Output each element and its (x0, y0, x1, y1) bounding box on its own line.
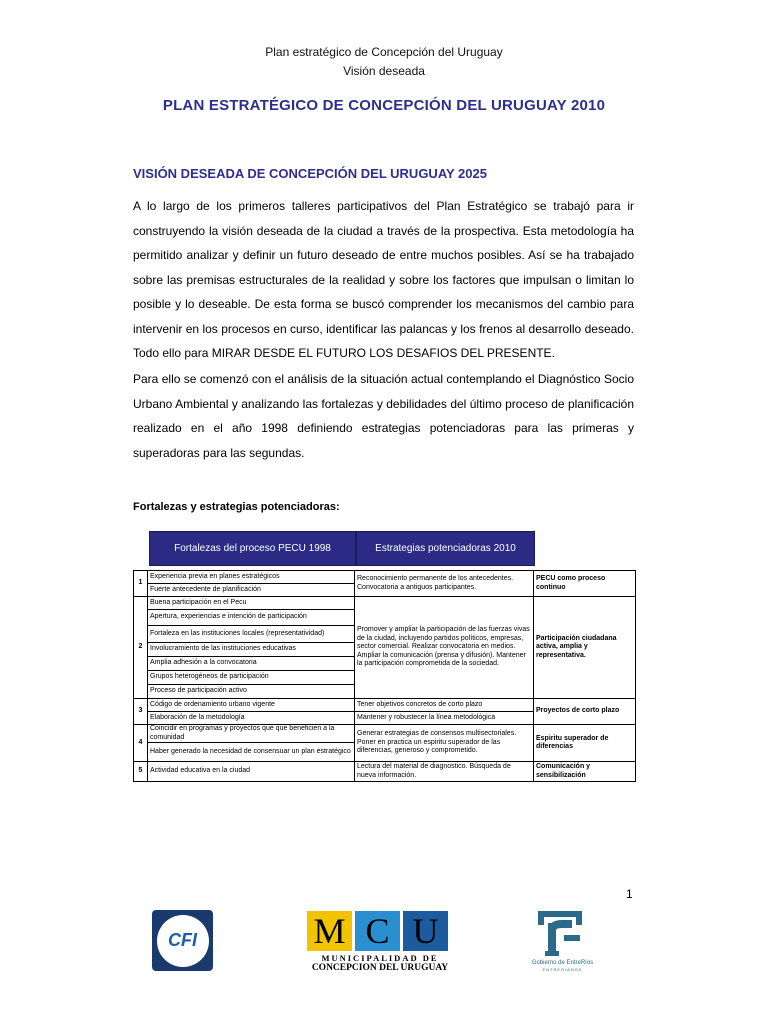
summary-cell: Comunicación y sensibilización (534, 762, 636, 782)
row-number: 5 (134, 762, 148, 782)
municipalidad-logo (307, 911, 453, 973)
mcu-letter-m: M (307, 911, 352, 951)
strength-item: Amplia adhesión a la convocatoria (148, 657, 355, 671)
strategy-cell: Reconocimiento permanente de los antecedentes. Convocatoria a antiguos participantes. (355, 571, 534, 597)
mcu-letter-u: U (403, 911, 448, 951)
strength-item: Elaboración de la metodología (148, 712, 355, 725)
cfi-logo-text: CFI (168, 930, 197, 950)
strength-item: Buena participación en el Pecu (148, 597, 355, 610)
strategy-cell: Lectura del material de diagnostico. Búsqueda de nueva información. (355, 762, 534, 782)
entre-rios-mark-icon (538, 911, 582, 957)
summary-cell: Participación ciudadana activa, amplia y representativa. (534, 597, 636, 699)
table-row (134, 762, 636, 782)
strategy-cell: Mantener y robustecer la línea metodológica (355, 712, 534, 725)
table-row (134, 597, 636, 610)
row-number: 1 (134, 571, 148, 597)
strength-item: Fortaleza en las instituciones locales (representatividad) (148, 626, 355, 643)
row-number: 2 (134, 597, 148, 699)
strength-item: Actividad educativa en la ciudad (148, 762, 355, 782)
strengths-table (133, 570, 636, 782)
summary-cell: Espiritu superador de diferencias (534, 725, 636, 762)
document-title: PLAN ESTRATÉGICO DE CONCEPCIÓN DEL URUGUAY 2010 (162, 97, 606, 114)
strength-item: Haber generado la necesidad de consensuar un plan estratégico (148, 743, 355, 762)
entre-rios-logo (525, 911, 600, 973)
table-header-fortalezas: Fortalezas del proceso PECU 1998 (149, 531, 356, 566)
cfi-logo (152, 910, 213, 971)
running-header-subtitle: Visión deseada (343, 64, 425, 78)
entre-rios-text: Gobierno de EntreRíos (531, 960, 594, 966)
strength-item: Código de ordenamiento urbano vigente (148, 699, 355, 712)
table-section-label: Fortalezas y estrategias potenciadoras: (133, 501, 340, 513)
mcu-line-2: CONCEPCION DEL URUGUAY (311, 963, 449, 973)
strength-item: Proceso de participación activo (148, 685, 355, 699)
entre-rios-subtext: ENTRERIANOS (542, 967, 583, 972)
strategy-cell: Generar estrategias de consensos multisectoriales. Poner en practica un espiritu superador de las diferencias, generoso y comprometido. (355, 725, 534, 762)
section-title: VISIÓN DESEADA DE CONCEPCIÓN DEL URUGUAY 2025 (133, 166, 487, 181)
summary-cell: PECU como proceso continuo (534, 571, 636, 597)
strength-item: Fuerte antecedente de planificación (148, 584, 355, 597)
mcu-letter-c: C (355, 911, 400, 951)
strategy-cell: Tener objetivos concretos de corto plazo (355, 699, 534, 712)
running-header-title: Plan estratégico de Concepción del Uruguay (265, 45, 503, 59)
mcu-line-1: MUNICIPALIDAD DE (321, 953, 439, 963)
table-row (134, 699, 636, 712)
strength-item: Involucramiento de las instituciones educativas (148, 643, 355, 657)
strength-item: Grupos heterogéneos de participación (148, 671, 355, 685)
paragraph-1: A lo largo de los primeros talleres participativos del Plan Estratégico se trabajó para ir construyendo la visión deseada de la ciudad a través de la prospectiva. Esta metodología ha permitido analizar y definir un futuro deseado de entre muchos posibles. Así se ha trabajado sobre las premisas estructurales de la realidad y sobre los factores que impulsan o limitan lo posible y lo deseable. De esta forma se buscó comprender los mecanismos del cambio para intervenir en los procesos en curso, identificar las palancas y los frenos al desarrollo deseado. Todo ello para MIRAR DESDE EL FUTURO LOS DESAFIOS DEL PRESENTE. (133, 199, 634, 360)
row-number: 3 (134, 699, 148, 725)
strategy-cell: Promover y ampliar la participación de las fuerzas vivas de la ciudad, incluyendo partidos políticos, empresas, sector comercial. Realizar convocatoria en medios. Ampliar la comunicación (prensa y difusión). Mantener la participación comprometida de la sociedad. (355, 597, 534, 699)
strength-item: Coincidir en programas y proyectos que que beneficien a la comunidad (148, 725, 355, 743)
summary-cell: Proyectos de corto plazo (534, 699, 636, 725)
paragraph-2: Para ello se comenzó con el análisis de la situación actual contemplando el Diagnóstico Socio Urbano Ambiental y analizando las fortalezas y debilidades del último proceso de planificación realizado en el año 1998 definiendo estrategias potenciadoras para las primeras y superadoras para las segundas. (133, 372, 634, 460)
page-number: 1 (626, 887, 633, 901)
row-number: 4 (134, 725, 148, 762)
strength-item: Apertura, experiencias e intención de participación (148, 610, 355, 626)
strength-item: Experiencia previa en planes estratégicos (148, 571, 355, 584)
table-header-estrategias: Estrategias potenciadoras 2010 (356, 531, 535, 566)
table-row (134, 571, 636, 584)
table-row (134, 725, 636, 743)
